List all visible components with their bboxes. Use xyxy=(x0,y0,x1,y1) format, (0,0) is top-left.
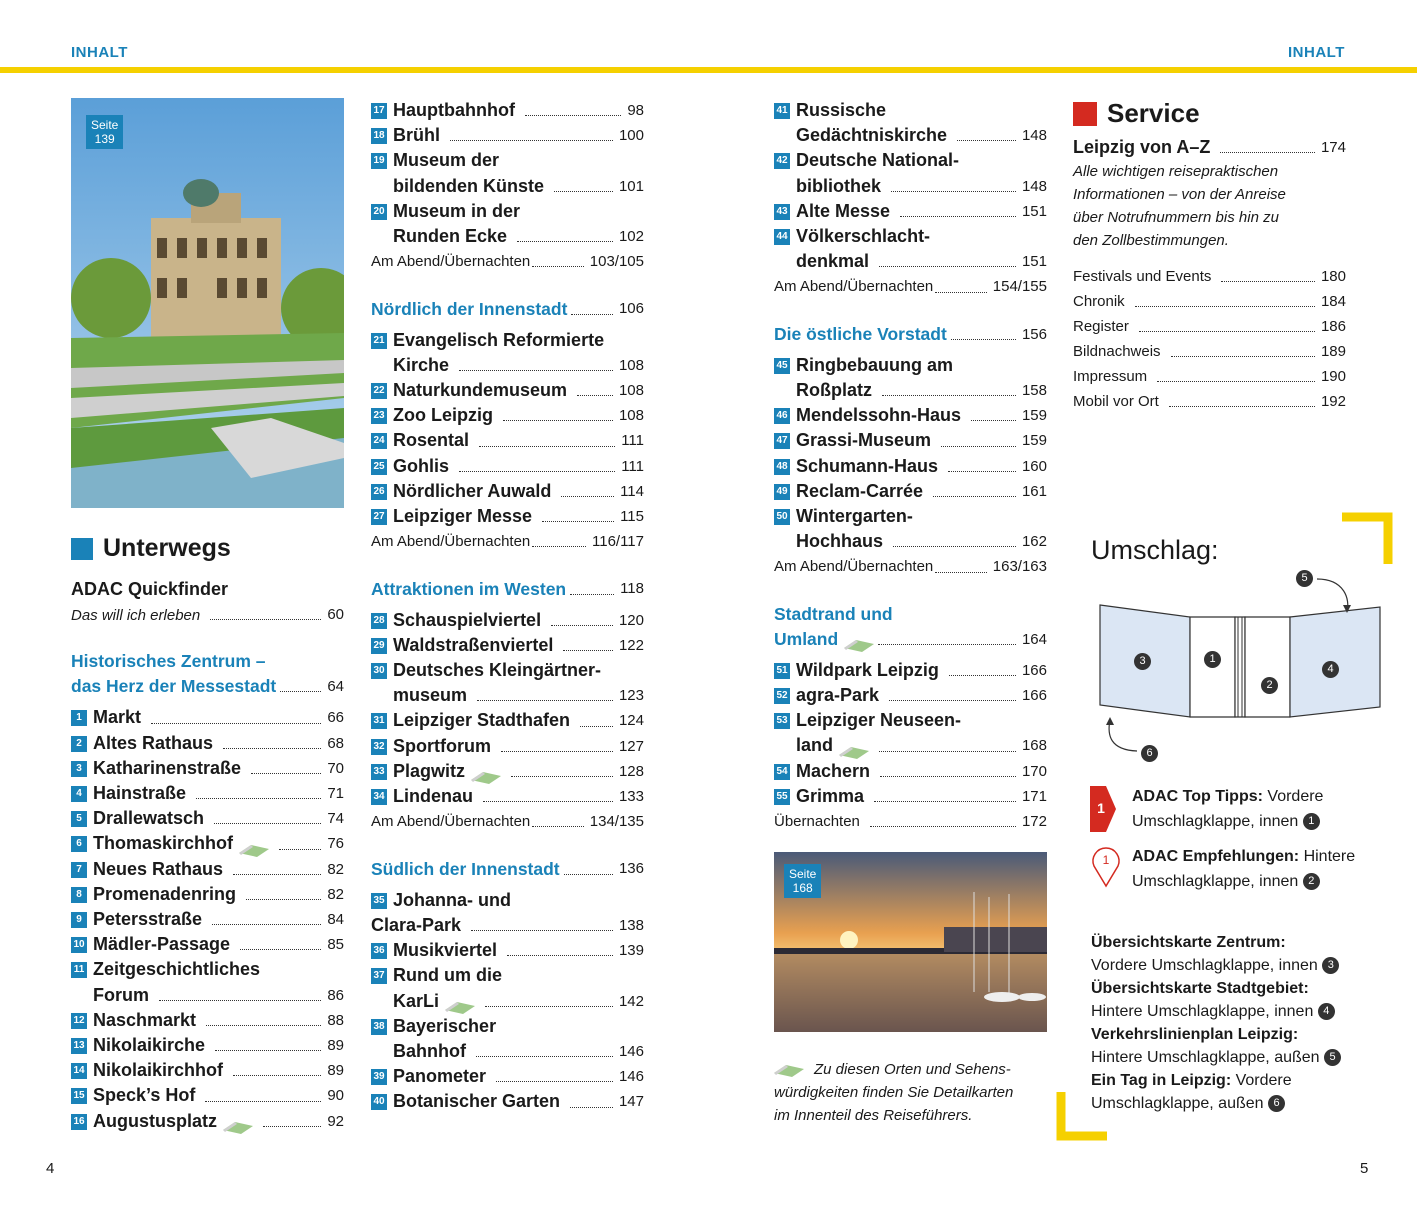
toc-item[interactable]: 55 Grimma 171 xyxy=(774,784,1047,809)
section-square-icon xyxy=(1073,102,1097,126)
badge-page: 139 xyxy=(94,132,115,146)
toc-item[interactable]: 9 Petersstraße 84 xyxy=(71,907,344,932)
toc-item[interactable]: 43 Alte Messe 151 xyxy=(774,199,1047,224)
toc-item[interactable]: 12 Naschmarkt 88 xyxy=(71,1008,344,1033)
toc-list xyxy=(371,608,644,835)
toc-item[interactable]: 23 Zoo Leipzig 108 xyxy=(371,403,644,428)
toc-item[interactable]: 46 Mendelssohn-Haus 159 xyxy=(774,403,1047,428)
toc-item[interactable]: 50 Wintergarten- xyxy=(774,504,1047,529)
section-title-text: Unterwegs xyxy=(103,534,231,562)
toc-item[interactable]: 28 Schauspielviertel 120 xyxy=(371,608,644,633)
photo-harbor-sunset xyxy=(774,852,1047,1032)
toc-item-continued[interactable]: land 168 xyxy=(774,733,1047,758)
toc-item[interactable]: 8 Promenadenring 82 xyxy=(71,882,344,907)
toc-item[interactable]: 38 Bayerischer xyxy=(371,1014,644,1039)
cover-marker-5: 5 xyxy=(1296,570,1313,587)
evening-row[interactable]: Am Abend/Übernachten 103/105 xyxy=(371,253,644,271)
corner-bracket-top xyxy=(1340,512,1396,566)
top-tipp-badge-icon xyxy=(1090,786,1116,832)
service-list xyxy=(1073,264,1346,414)
toc-item[interactable]: 2 Altes Rathaus 68 xyxy=(71,731,344,756)
legend-map-2: Übersichtskarte Stadtgebiet: Hintere Umschlagklappe, innen 4 xyxy=(1091,977,1371,1023)
toc-item[interactable]: 35 Johanna- und xyxy=(371,888,644,913)
service-item[interactable]: Festivals und Events 180 xyxy=(1073,268,1346,285)
running-header-right: INHALT xyxy=(1288,44,1345,61)
group-row[interactable]: Südlich der Innenstadt 136 xyxy=(371,858,644,879)
evening-row[interactable]: Am Abend/Übernachten 163/163 xyxy=(774,558,1047,576)
toc-item[interactable]: 5 Drallewatsch 74 xyxy=(71,806,344,831)
toc-item-continued[interactable]: Hochhaus 162 xyxy=(796,531,1047,552)
toc-item[interactable]: 37 Rund um die xyxy=(371,963,644,988)
toc-item[interactable]: 18 Brühl 100 xyxy=(371,123,644,148)
toc-item-continued[interactable]: Kirche 108 xyxy=(393,354,644,375)
detail-map-note: Zu diesen Orten und Sehens- würdigkeiten finden Sie Detailkarten im Innenteil des Reiseführers. xyxy=(774,1061,1014,1125)
badge-label: Seite xyxy=(91,118,119,132)
toc-item-continued[interactable]: KarLi 142 xyxy=(371,989,644,1014)
toc-item[interactable]: 33 Plagwitz 128 xyxy=(371,759,644,784)
legend-map-1: Übersichtskarte Zentrum: Vordere Umschlagklappe, innen 3 xyxy=(1091,931,1371,977)
section-title-unterwegs xyxy=(71,534,344,563)
toc-item[interactable]: 24 Rosental 111 xyxy=(371,428,644,453)
overnight-row[interactable]: Übernachten 172 xyxy=(774,813,1047,831)
group-title: Historisches Zentrum – xyxy=(71,651,266,672)
toc-item[interactable]: 3 Katharinenstraße 70 xyxy=(71,756,344,781)
toc-item-continued[interactable]: Runden Ecke 102 xyxy=(393,226,644,247)
toc-item-continued[interactable]: Clara-Park 138 xyxy=(371,914,644,935)
detail-map-icon xyxy=(239,843,269,857)
toc-item-continued[interactable]: Bahnhof 146 xyxy=(393,1040,644,1061)
page-number: 64 xyxy=(327,678,344,696)
toc-item[interactable]: 44 Völkerschlacht- xyxy=(774,224,1047,249)
toc-item[interactable]: 19 Museum der xyxy=(371,148,644,173)
section-title-service xyxy=(1073,98,1346,129)
quickfinder-title: ADAC Quickfinder xyxy=(71,579,229,599)
detail-map-icon xyxy=(844,638,874,652)
empfehlung-pin-icon xyxy=(1090,846,1122,888)
toc-item[interactable]: 4 Hainstraße 71 xyxy=(71,781,344,806)
toc-list xyxy=(774,353,1047,580)
toc-item[interactable]: 22 Naturkundemuseum 108 xyxy=(371,378,644,403)
toc-item[interactable]: 17 Hauptbahnhof 98 xyxy=(371,98,644,123)
toc-item-continued[interactable]: bibliothek 148 xyxy=(796,175,1047,196)
toc-item[interactable]: 47 Grassi-Museum 159 xyxy=(774,428,1047,453)
group-row[interactable] xyxy=(71,674,344,699)
service-item[interactable]: Impressum 190 xyxy=(1073,368,1346,385)
section-square-icon xyxy=(71,538,93,560)
detail-map-icon xyxy=(445,1000,475,1014)
cover-marker-4: 4 xyxy=(1322,661,1339,678)
toc-item[interactable]: 13 Nikolaikirche 89 xyxy=(71,1033,344,1058)
toc-item[interactable]: 15 Speck’s Hof 90 xyxy=(71,1083,344,1108)
page-number-right: 5 xyxy=(1360,1160,1369,1177)
toc-item[interactable]: 25 Gohlis 111 xyxy=(371,454,644,479)
badge-label: Seite xyxy=(789,867,817,882)
toc-item[interactable]: 26 Nördlicher Auwald 114 xyxy=(371,479,644,504)
toc-item-continued[interactable]: Forum 86 xyxy=(93,984,344,1005)
column-2 xyxy=(371,98,644,1115)
toc-item[interactable]: 42 Deutsche National- xyxy=(774,148,1047,173)
toc-item[interactable]: 30 Deutsches Kleingärtner- xyxy=(371,658,644,683)
az-description: Alle wichtigen reisepraktischen Informationen – von der Anreise über Notrufnummern bis hin zu den Zollbestimmungen. xyxy=(1073,163,1286,249)
toc-item[interactable]: 40 Botanischer Garten 147 xyxy=(371,1089,644,1114)
detail-map-icon xyxy=(471,770,501,784)
page-number-left: 4 xyxy=(46,1160,55,1177)
section-title-text: Service xyxy=(1107,98,1200,128)
photo-image xyxy=(71,98,344,508)
running-header-left: INHALT xyxy=(71,44,128,61)
page-badge xyxy=(86,115,123,149)
legend-empfehlungen: ADAC Empfehlungen: Hintere Umschlagklappe, innen 2 xyxy=(1132,848,1356,890)
toc-item[interactable]: 36 Musikviertel 139 xyxy=(371,938,644,963)
service-item[interactable]: Register 186 xyxy=(1073,318,1346,335)
cover-title: Umschlag: xyxy=(1091,535,1219,565)
group-row[interactable]: Nördlich der Innenstadt 106 xyxy=(371,298,644,319)
quickfinder-subtitle: Das will ich erleben xyxy=(71,607,201,625)
photo-federal-court xyxy=(71,98,344,508)
column-4 xyxy=(1073,98,1346,414)
legend-maps xyxy=(1091,931,1371,1115)
toc-item[interactable]: 29 Waldstraßenviertel 122 xyxy=(371,633,644,658)
toc-list xyxy=(774,658,1047,834)
page-badge xyxy=(784,864,821,898)
evening-row[interactable]: Am Abend/Übernachten 154/155 xyxy=(774,278,1047,296)
toc-item[interactable]: 54 Machern 170 xyxy=(774,759,1047,784)
toc-list xyxy=(371,328,644,555)
toc-item-continued[interactable]: bildenden Künste 101 xyxy=(393,175,644,196)
evening-row[interactable]: Am Abend/Übernachten 116/117 xyxy=(371,533,644,551)
toc-item[interactable]: 49 Reclam-Carrée 161 xyxy=(774,479,1047,504)
legend-map-3: Verkehrslinienplan Leipzig: Hintere Umschlagklappe, außen 5 xyxy=(1091,1023,1371,1069)
toc-item[interactable]: 6 Thomaskirchhof 76 xyxy=(71,831,344,856)
toc-item[interactable]: 34 Lindenau 133 xyxy=(371,784,644,809)
detail-map-icon xyxy=(774,1063,804,1077)
evening-row[interactable]: Am Abend/Übernachten 134/135 xyxy=(371,813,644,831)
empfehlung-pin-number: 1 xyxy=(1102,853,1110,867)
group-title-line2: das Herz der Messestadt xyxy=(71,676,277,697)
legend-map-4: Ein Tag in Leipzig: Vordere Umschlagklappe, außen 6 xyxy=(1091,1072,1292,1112)
toc-item[interactable]: 14 Nikolaikirchhof 89 xyxy=(71,1058,344,1083)
toc-item[interactable]: 11 Zeitgeschichtliches xyxy=(71,957,344,982)
group-row[interactable]: Attraktionen im Westen 118 xyxy=(371,578,644,599)
toc-item[interactable]: 52 agra-Park 166 xyxy=(774,683,1047,708)
top-tipp-badge-number: 1 xyxy=(1097,800,1105,816)
group-title: Stadtrand und xyxy=(774,603,893,624)
detail-map-icon xyxy=(839,745,869,759)
toc-list xyxy=(71,705,344,1133)
toc-item[interactable]: 41 Russische xyxy=(774,98,1047,123)
toc-item[interactable]: 48 Schumann-Haus 160 xyxy=(774,454,1047,479)
cover-marker-3: 3 xyxy=(1134,653,1151,670)
az-row[interactable]: Leipzig von A–Z 174 xyxy=(1073,137,1346,157)
toc-item-continued[interactable]: museum 123 xyxy=(393,685,644,706)
toc-item[interactable]: 1 Markt 66 xyxy=(71,705,344,730)
toc-item-continued[interactable]: denkmal 151 xyxy=(796,251,1047,272)
group-row[interactable]: Die östliche Vorstadt 156 xyxy=(774,323,1047,344)
column-1 xyxy=(71,98,344,1134)
group-row[interactable]: Umland 164 xyxy=(774,627,1047,652)
toc-item[interactable]: 20 Museum in der xyxy=(371,199,644,224)
service-item[interactable]: Bildnachweis 189 xyxy=(1073,343,1346,360)
cover-marker-6: 6 xyxy=(1141,745,1158,762)
column-3 xyxy=(774,98,1047,1127)
cover-marker-1: 1 xyxy=(1204,651,1221,668)
toc-item[interactable]: 51 Wildpark Leipzig 166 xyxy=(774,658,1047,683)
toc-item[interactable]: 21 Evangelisch Reformierte xyxy=(371,328,644,353)
toc-item[interactable]: 39 Panometer 146 xyxy=(371,1064,644,1089)
toc-item[interactable]: 7 Neues Rathaus 82 xyxy=(71,857,344,882)
badge-page: 168 xyxy=(792,881,813,896)
toc-item-continued[interactable]: Roßplatz 158 xyxy=(796,380,1047,401)
cover-marker-2: 2 xyxy=(1261,677,1278,694)
toc-list xyxy=(371,888,644,1115)
detail-map-icon xyxy=(223,1120,253,1134)
legend-top-tipps: ADAC Top Tipps: Vordere Umschlagklappe, innen 1 xyxy=(1132,788,1324,830)
service-item[interactable]: Chronik 184 xyxy=(1073,293,1346,310)
quickfinder-row[interactable] xyxy=(71,602,344,627)
toc-item[interactable]: 27 Leipziger Messe 115 xyxy=(371,504,644,529)
toc-item[interactable]: 53 Leipziger Neuseen- xyxy=(774,708,1047,733)
toc-item[interactable]: 16 Augustusplatz 92 xyxy=(71,1109,344,1134)
toc-item[interactable]: 45 Ringbebauung am xyxy=(774,353,1047,378)
toc-item[interactable]: 31 Leipziger Stadthafen 124 xyxy=(371,708,644,733)
toc-item[interactable]: 10 Mädler-Passage 85 xyxy=(71,932,344,957)
toc-item[interactable]: 32 Sportforum 127 xyxy=(371,734,644,759)
service-item[interactable]: Mobil vor Ort 192 xyxy=(1073,393,1346,410)
header-rule xyxy=(0,67,1417,73)
page-number: 60 xyxy=(327,606,344,623)
toc-item-continued[interactable]: Gedächtniskirche 148 xyxy=(796,125,1047,146)
